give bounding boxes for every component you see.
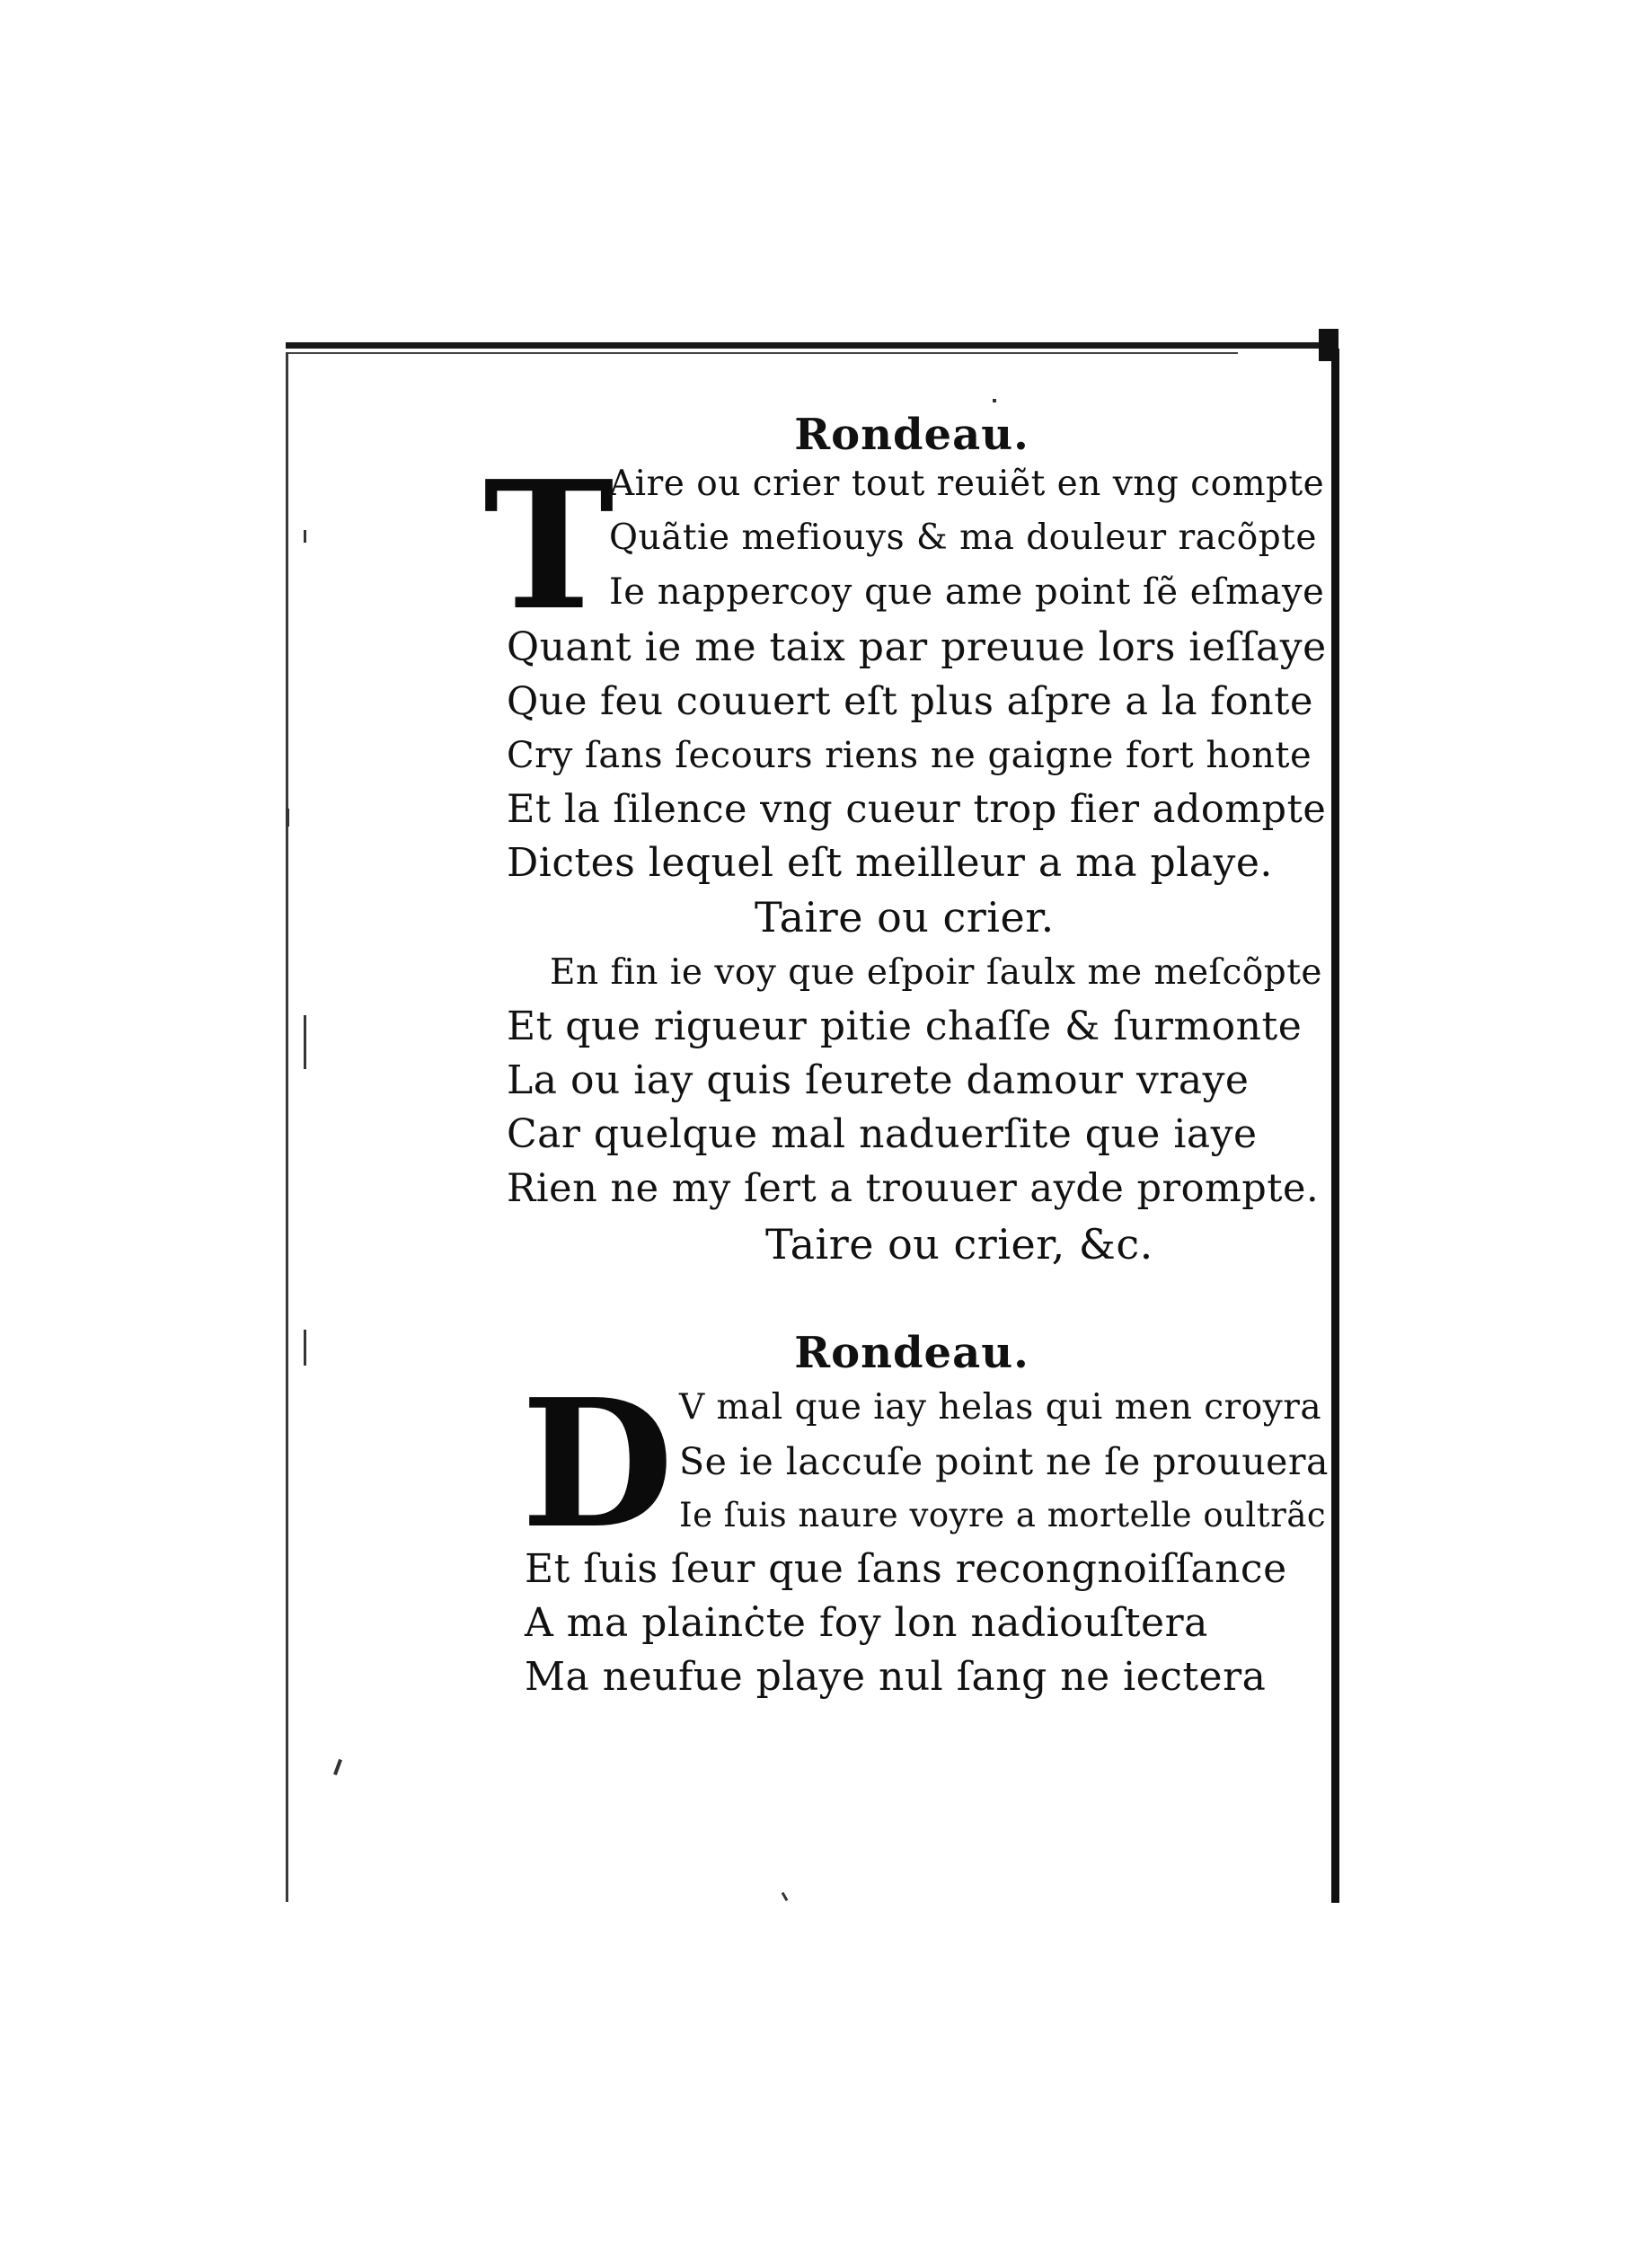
rondeau-1-title: Rondeau. xyxy=(794,410,1029,460)
rondeau-1-dropcap: T xyxy=(483,443,614,650)
gutter-speck xyxy=(993,399,996,402)
rondeau-2-verse: Ie ſuis naure voyre a mortelle oultrãc xyxy=(679,1496,1327,1534)
rondeau-1-refrain: Taire ou crier. xyxy=(755,893,1055,942)
rondeau-2-title: Rondeau. xyxy=(794,1328,1029,1378)
rondeau-1-verse: Et que rigueur pitie chaſſe & ſurmonte xyxy=(507,1004,1303,1049)
rondeau-1-verse: En fin ie voy que eſpoir ſaulx me meſcõpte xyxy=(550,952,1322,993)
rondeau-1 xyxy=(485,404,1338,1267)
rondeau-2-verse: V mal que iay helas qui men croyra xyxy=(679,1387,1322,1428)
rondeau-1-verse: Et la ſilence vng cueur trop fier adompte xyxy=(507,787,1327,832)
rondeau-2 xyxy=(485,1324,1338,1720)
gutter-speck xyxy=(782,1892,789,1901)
rondeau-1-verse: Que feu couuert eſt plus aſpre a la fonte xyxy=(507,679,1313,724)
page-frame-left-rule xyxy=(286,352,288,1902)
gutter-speck xyxy=(304,1330,306,1366)
rondeau-1-verse: Cry ſans ſecours riens ne gaigne fort honte xyxy=(507,735,1312,776)
rondeau-2-dropcap: D xyxy=(521,1361,674,1568)
gutter-speck xyxy=(333,1759,342,1775)
gutter-speck xyxy=(286,809,289,827)
rondeau-2-verse: Et ſuis ſeur que ſans recongnoiſſance xyxy=(525,1546,1287,1592)
rondeau-1-verse: Ie nappercoy que ame point ſẽ eſmaye xyxy=(609,571,1325,613)
rondeau-1-verse: Aire ou crier tout reuiẽt en vng compte xyxy=(609,464,1325,504)
rondeau-1-verse: Quant ie me taix par preuue lors ieſſaye xyxy=(507,624,1327,670)
rondeau-2-verse: A ma plainċte foy lon nadiouſtera xyxy=(525,1600,1208,1646)
rondeau-1-verse: Car quelque mal naduerſite que iaye xyxy=(507,1111,1258,1157)
rondeau-1-verse: Quãtie mefiouys & ma douleur racõpte xyxy=(609,517,1317,558)
rondeau-2-verse: Se ie laccuſe point ne ſe prouuera xyxy=(679,1440,1329,1483)
rondeau-1-verse: Dictes lequel eſt meilleur a ma playe. xyxy=(507,840,1273,886)
gutter-speck xyxy=(304,530,306,543)
rondeau-2-verse: Ma neufue playe nul ſang ne iectera xyxy=(525,1654,1267,1700)
page-frame-top-hairline xyxy=(286,352,1238,354)
page-frame-top-rule xyxy=(286,342,1338,349)
rondeau-1-verse: La ou iay quis ſeurete damour vraye xyxy=(507,1057,1250,1103)
rondeau-1-verse: Rien ne my ſert a trouuer ayde prompte. xyxy=(507,1166,1320,1211)
gutter-speck xyxy=(304,1015,306,1069)
rondeau-1-refrain: Taire ou crier, &c. xyxy=(765,1220,1153,1269)
